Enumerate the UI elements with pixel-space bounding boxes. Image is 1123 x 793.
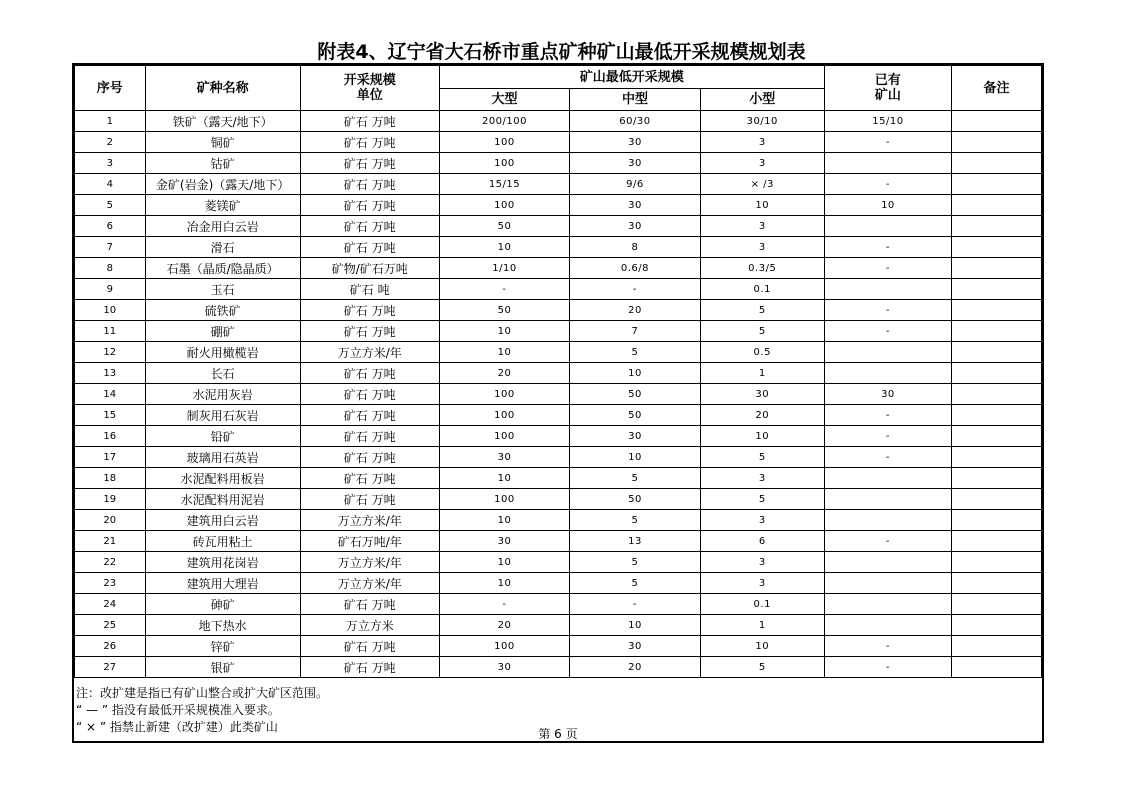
existing-mine-cell: - [824,447,951,468]
unit-cell: 矿石 万吨 [300,384,439,405]
mineral-name-cell: 耐火用橄榄岩 [145,342,300,363]
medium-scale-cell: 13 [570,531,700,552]
unit-cell: 万立方米/年 [300,552,439,573]
unit-cell: 矿石 万吨 [300,468,439,489]
note-line: “ — ” 指没有最低开采规模准入要求。 [76,703,280,717]
table-row [75,174,1042,195]
remark-cell [952,552,1042,573]
table-row [75,636,1042,657]
mineral-name-cell: 水泥配料用板岩 [145,468,300,489]
table-row [75,468,1042,489]
small-scale-cell: 3 [700,468,824,489]
remark-cell [952,426,1042,447]
large-scale-cell: 10 [439,342,569,363]
table-row [75,258,1042,279]
mineral-name-cell: 建筑用白云岩 [145,510,300,531]
small-scale-cell: 0.1 [700,594,824,615]
mineral-name-cell: 硫铁矿 [145,300,300,321]
existing-mine-cell [824,510,951,531]
existing-mine-cell: - [824,321,951,342]
remark-cell [952,447,1042,468]
remark-cell [952,321,1042,342]
mineral-name-cell: 冶金用白云岩 [145,216,300,237]
medium-scale-cell: 30 [570,132,700,153]
small-scale-cell: 10 [700,195,824,216]
existing-mine-cell: - [824,258,951,279]
row-number-cell: 3 [75,153,146,174]
header-existing [824,66,951,111]
unit-cell: 矿石 万吨 [300,447,439,468]
existing-mine-cell [824,489,951,510]
header-mineral: 矿种名称 [145,66,300,111]
existing-mine-cell [824,468,951,489]
medium-scale-cell: 30 [570,216,700,237]
mineral-name-cell: 地下热水 [145,615,300,636]
row-number-cell: 4 [75,174,146,195]
small-scale-cell: 3 [700,132,824,153]
table-row [75,153,1042,174]
mineral-name-cell: 石墨（晶质/隐晶质） [145,258,300,279]
row-number-cell: 12 [75,342,146,363]
unit-cell: 矿石 万吨 [300,174,439,195]
unit-cell: 矿石 万吨 [300,153,439,174]
row-number-cell: 5 [75,195,146,216]
table-row [75,195,1042,216]
table-row [75,489,1042,510]
remark-cell [952,363,1042,384]
remark-cell [952,384,1042,405]
row-number-cell: 24 [75,594,146,615]
mineral-name-cell: 砷矿 [145,594,300,615]
mineral-name-cell: 玻璃用石英岩 [145,447,300,468]
large-scale-cell: 30 [439,531,569,552]
note-line: 注：改扩建是指已有矿山整合或扩大矿区范围。 [76,686,329,700]
existing-mine-cell [824,363,951,384]
unit-cell: 矿石 万吨 [300,363,439,384]
table-row [75,594,1042,615]
mineral-name-cell: 铅矿 [145,426,300,447]
medium-scale-cell: 30 [570,153,700,174]
existing-mine-cell: - [824,174,951,195]
mineral-name-cell: 长石 [145,363,300,384]
small-scale-cell: 5 [700,300,824,321]
large-scale-cell: 10 [439,552,569,573]
row-number-cell: 13 [75,363,146,384]
large-scale-cell: 10 [439,237,569,258]
existing-mine-cell: - [824,405,951,426]
small-scale-cell: 0.3/5 [700,258,824,279]
table-row [75,405,1042,426]
unit-cell: 万立方米/年 [300,510,439,531]
large-scale-cell: 100 [439,489,569,510]
header-unit-line1: 开采规模 [343,73,396,88]
large-scale-cell: 100 [439,153,569,174]
medium-scale-cell: 30 [570,426,700,447]
mineral-name-cell: 菱镁矿 [145,195,300,216]
mineral-name-cell: 砖瓦用粘土 [145,531,300,552]
unit-cell: 矿石 万吨 [300,111,439,132]
table-row [75,426,1042,447]
header-large: 大型 [439,89,569,111]
existing-mine-cell: - [824,426,951,447]
existing-mine-cell: 30 [824,384,951,405]
table-row [75,657,1042,678]
header-small: 小型 [700,89,824,111]
header-unit-line2: 单位 [356,88,383,103]
table-row [75,384,1042,405]
header-seq: 序号 [75,66,146,111]
row-number-cell: 20 [75,510,146,531]
large-scale-cell: 30 [439,657,569,678]
existing-mine-cell [824,615,951,636]
small-scale-cell: 3 [700,573,824,594]
medium-scale-cell: 50 [570,405,700,426]
medium-scale-cell: - [570,279,700,300]
medium-scale-cell: 20 [570,300,700,321]
row-number-cell: 15 [75,405,146,426]
large-scale-cell: 10 [439,573,569,594]
large-scale-cell: 200/100 [439,111,569,132]
mineral-name-cell: 制灰用石灰岩 [145,405,300,426]
existing-mine-cell: - [824,132,951,153]
existing-mine-cell: 10 [824,195,951,216]
row-number-cell: 17 [75,447,146,468]
existing-mine-cell [824,594,951,615]
row-number-cell: 2 [75,132,146,153]
small-scale-cell: 5 [700,489,824,510]
small-scale-cell: 30 [700,384,824,405]
remark-cell [952,237,1042,258]
row-number-cell: 22 [75,552,146,573]
unit-cell: 矿物/矿石万吨 [300,258,439,279]
table-row [75,321,1042,342]
small-scale-cell: 3 [700,216,824,237]
unit-cell: 矿石 万吨 [300,195,439,216]
large-scale-cell: 30 [439,447,569,468]
medium-scale-cell: 5 [570,573,700,594]
remark-cell [952,195,1042,216]
unit-cell: 万立方米/年 [300,573,439,594]
mineral-name-cell: 滑石 [145,237,300,258]
row-number-cell: 8 [75,258,146,279]
remark-cell [952,531,1042,552]
mineral-name-cell: 建筑用大理岩 [145,573,300,594]
table-title: 附表4、辽宁省大石桥市重点矿种矿山最低开采规模规划表 [317,41,806,63]
medium-scale-cell: 50 [570,384,700,405]
header-existing-line1: 已有 [874,73,901,88]
header-min-scale: 矿山最低开采规模 [439,66,824,89]
medium-scale-cell: 10 [570,447,700,468]
mineral-name-cell: 锌矿 [145,636,300,657]
remark-cell [952,132,1042,153]
remark-cell [952,279,1042,300]
unit-cell: 矿石 万吨 [300,405,439,426]
remark-cell [952,405,1042,426]
existing-mine-cell [824,342,951,363]
table-row [75,111,1042,132]
unit-cell: 矿石 万吨 [300,237,439,258]
table-row [75,552,1042,573]
existing-mine-cell: - [824,237,951,258]
existing-mine-cell [824,279,951,300]
table-row [75,300,1042,321]
unit-cell: 矿石 万吨 [300,216,439,237]
medium-scale-cell: 5 [570,342,700,363]
row-number-cell: 1 [75,111,146,132]
remark-cell [952,342,1042,363]
existing-mine-cell [824,216,951,237]
small-scale-cell: 3 [700,153,824,174]
unit-cell: 矿石万吨/年 [300,531,439,552]
medium-scale-cell: 5 [570,468,700,489]
small-scale-cell: 10 [700,636,824,657]
header-medium: 中型 [570,89,700,111]
small-scale-cell: 3 [700,552,824,573]
unit-cell: 矿石 吨 [300,279,439,300]
header-remarks: 备注 [952,66,1042,111]
table-frame [72,63,1044,743]
small-scale-cell: 10 [700,426,824,447]
existing-mine-cell [824,153,951,174]
small-scale-cell: 0.1 [700,279,824,300]
medium-scale-cell: 7 [570,321,700,342]
mineral-name-cell: 银矿 [145,657,300,678]
existing-mine-cell: 15/10 [824,111,951,132]
row-number-cell: 6 [75,216,146,237]
existing-mine-cell: - [824,300,951,321]
unit-cell: 矿石 万吨 [300,300,439,321]
table-row [75,216,1042,237]
table-row [75,132,1042,153]
medium-scale-cell: 10 [570,615,700,636]
table-body [75,111,1042,678]
large-scale-cell: - [439,594,569,615]
mineral-name-cell: 硼矿 [145,321,300,342]
row-number-cell: 7 [75,237,146,258]
large-scale-cell: 50 [439,216,569,237]
small-scale-cell: 20 [700,405,824,426]
mining-scale-table [74,65,1042,678]
row-number-cell: 11 [75,321,146,342]
remark-cell [952,468,1042,489]
unit-cell: 矿石 万吨 [300,489,439,510]
header-unit [300,66,439,111]
unit-cell: 矿石 万吨 [300,657,439,678]
table-row [75,510,1042,531]
small-scale-cell: 6 [700,531,824,552]
small-scale-cell: 3 [700,510,824,531]
unit-cell: 矿石 万吨 [300,594,439,615]
mineral-name-cell: 金矿(岩金)（露天/地下） [145,174,300,195]
mineral-name-cell: 钴矿 [145,153,300,174]
row-number-cell: 14 [75,384,146,405]
row-number-cell: 27 [75,657,146,678]
large-scale-cell: 1/10 [439,258,569,279]
mineral-name-cell: 水泥配料用泥岩 [145,489,300,510]
large-scale-cell: - [439,279,569,300]
mineral-name-cell: 水泥用灰岩 [145,384,300,405]
large-scale-cell: 100 [439,132,569,153]
large-scale-cell: 10 [439,468,569,489]
row-number-cell: 18 [75,468,146,489]
medium-scale-cell: 60/30 [570,111,700,132]
table-row [75,342,1042,363]
large-scale-cell: 50 [439,300,569,321]
table-row [75,573,1042,594]
medium-scale-cell: 9/6 [570,174,700,195]
row-number-cell: 16 [75,426,146,447]
existing-mine-cell: - [824,636,951,657]
small-scale-cell: 5 [700,657,824,678]
large-scale-cell: 100 [439,426,569,447]
unit-cell: 万立方米 [300,615,439,636]
remark-cell [952,153,1042,174]
existing-mine-cell: - [824,657,951,678]
unit-cell: 矿石 万吨 [300,636,439,657]
small-scale-cell: 30/10 [700,111,824,132]
small-scale-cell: 3 [700,237,824,258]
mineral-name-cell: 建筑用花岗岩 [145,552,300,573]
page-number: 第 6 页 [538,727,578,741]
remark-cell [952,174,1042,195]
remark-cell [952,216,1042,237]
medium-scale-cell: 30 [570,195,700,216]
small-scale-cell: 1 [700,615,824,636]
small-scale-cell: × /3 [700,174,824,195]
row-number-cell: 10 [75,300,146,321]
existing-mine-cell: - [824,531,951,552]
remark-cell [952,300,1042,321]
medium-scale-cell: - [570,594,700,615]
medium-scale-cell: 5 [570,552,700,573]
row-number-cell: 9 [75,279,146,300]
remark-cell [952,573,1042,594]
table-row [75,615,1042,636]
remark-cell [952,111,1042,132]
remark-cell [952,489,1042,510]
small-scale-cell: 0.5 [700,342,824,363]
unit-cell: 矿石 万吨 [300,132,439,153]
medium-scale-cell: 5 [570,510,700,531]
medium-scale-cell: 30 [570,636,700,657]
table-row [75,363,1042,384]
header-existing-line2: 矿山 [874,88,901,103]
table-row [75,447,1042,468]
large-scale-cell: 10 [439,321,569,342]
existing-mine-cell [824,573,951,594]
unit-cell: 万立方米/年 [300,342,439,363]
large-scale-cell: 100 [439,636,569,657]
remark-cell [952,615,1042,636]
small-scale-cell: 5 [700,447,824,468]
medium-scale-cell: 50 [570,489,700,510]
medium-scale-cell: 20 [570,657,700,678]
large-scale-cell: 20 [439,615,569,636]
row-number-cell: 25 [75,615,146,636]
mineral-name-cell: 玉石 [145,279,300,300]
row-number-cell: 26 [75,636,146,657]
existing-mine-cell [824,552,951,573]
mineral-name-cell: 铁矿（露天/地下） [145,111,300,132]
large-scale-cell: 20 [439,363,569,384]
remark-cell [952,636,1042,657]
medium-scale-cell: 10 [570,363,700,384]
remark-cell [952,594,1042,615]
table-row [75,237,1042,258]
unit-cell: 矿石 万吨 [300,426,439,447]
row-number-cell: 23 [75,573,146,594]
note-line: “ × ” 指禁止新建（改扩建）此类矿山 [76,720,278,734]
small-scale-cell: 1 [700,363,824,384]
small-scale-cell: 5 [700,321,824,342]
medium-scale-cell: 0.6/8 [570,258,700,279]
large-scale-cell: 100 [439,405,569,426]
large-scale-cell: 10 [439,510,569,531]
remark-cell [952,258,1042,279]
large-scale-cell: 15/15 [439,174,569,195]
medium-scale-cell: 8 [570,237,700,258]
large-scale-cell: 100 [439,384,569,405]
table-row [75,531,1042,552]
unit-cell: 矿石 万吨 [300,321,439,342]
remark-cell [952,657,1042,678]
row-number-cell: 21 [75,531,146,552]
table-row [75,279,1042,300]
row-number-cell: 19 [75,489,146,510]
large-scale-cell: 100 [439,195,569,216]
remark-cell [952,510,1042,531]
mineral-name-cell: 铜矿 [145,132,300,153]
